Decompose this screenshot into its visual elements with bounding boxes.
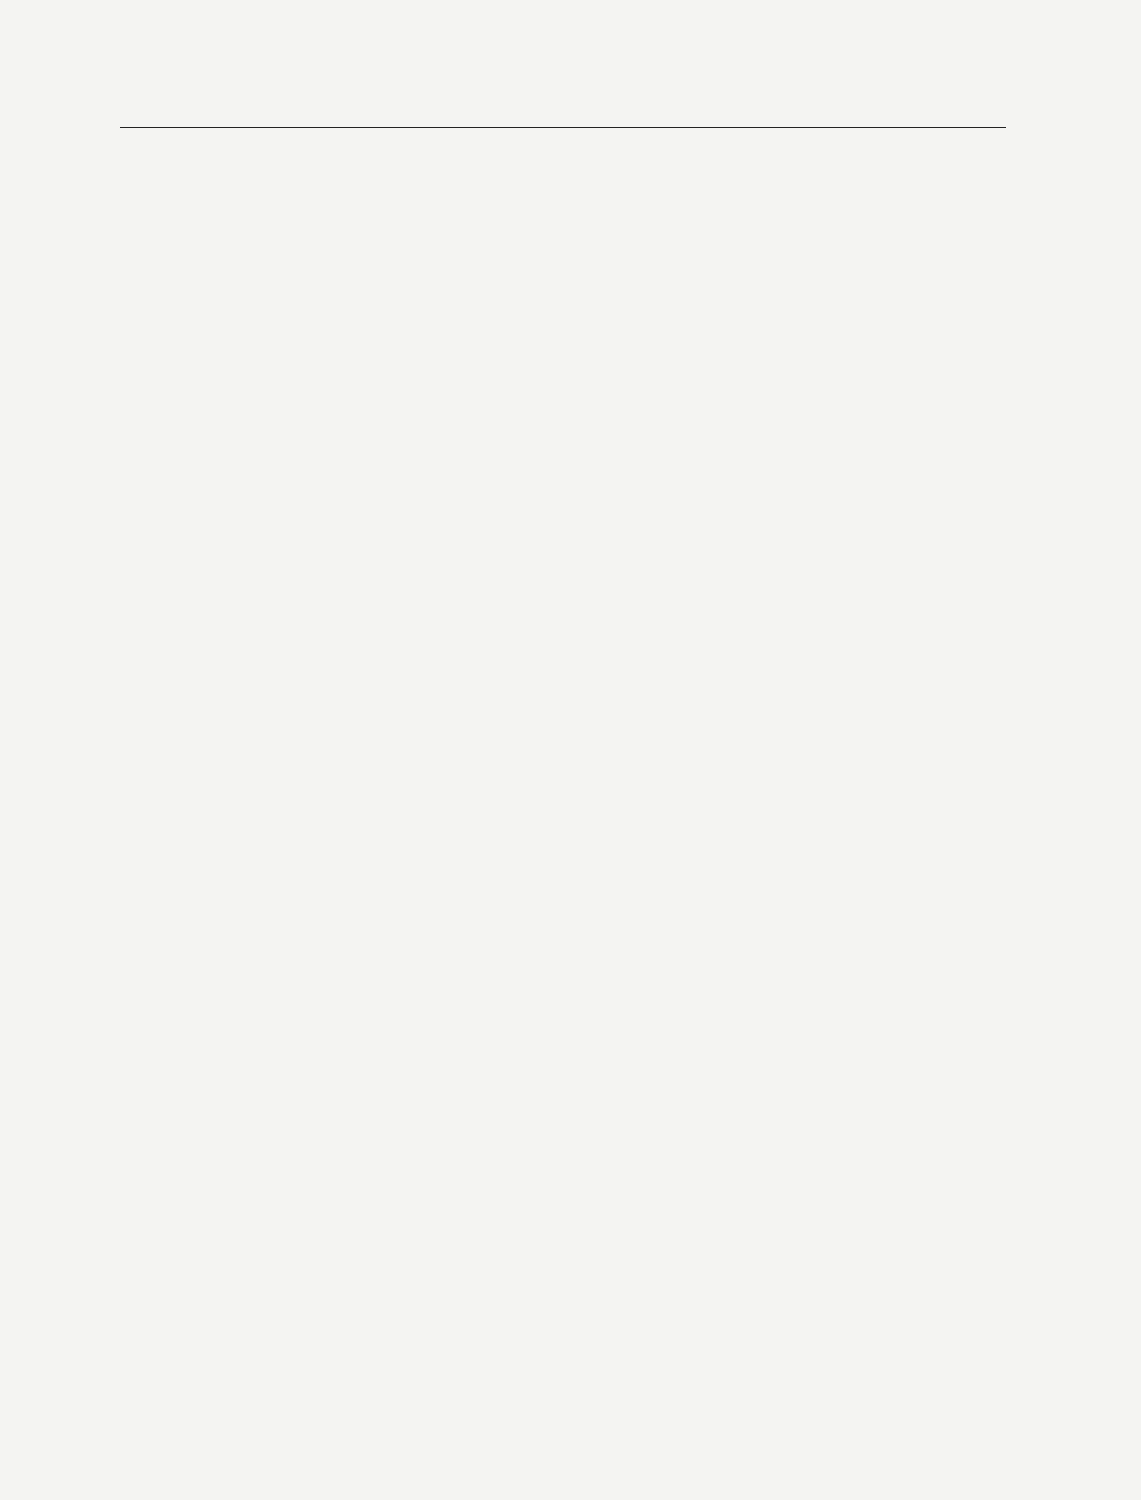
header-rule: [120, 127, 1006, 128]
